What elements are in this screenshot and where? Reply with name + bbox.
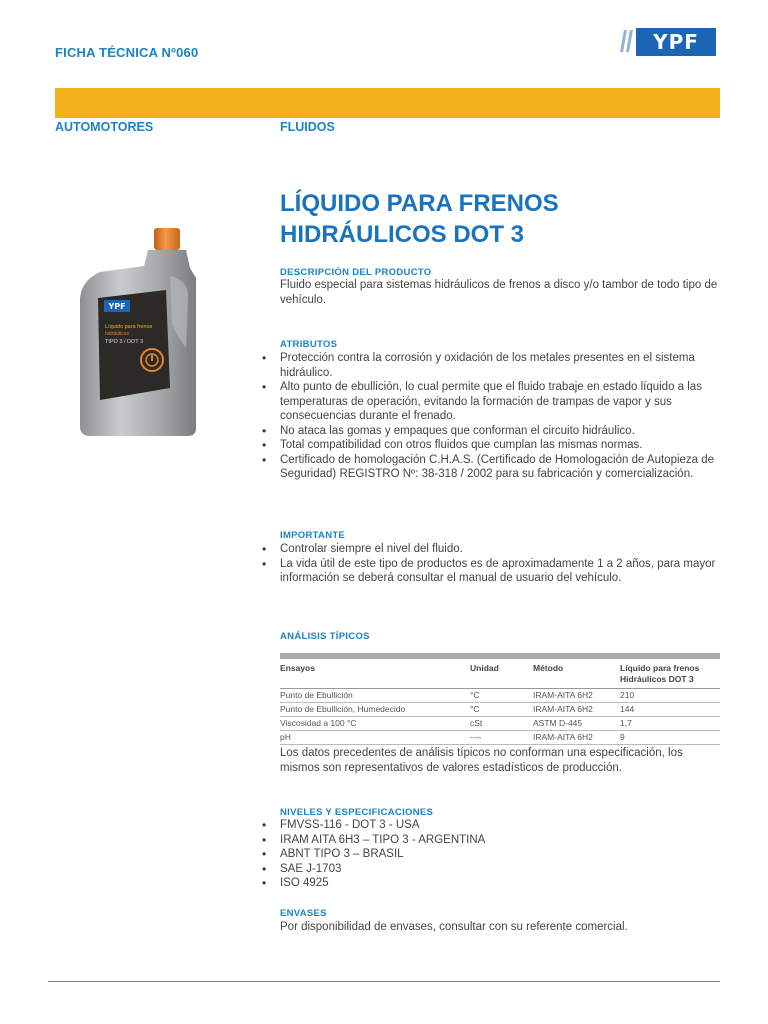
table-header-row <box>280 659 720 689</box>
table-cell: 144 <box>620 703 720 717</box>
table-cell: pH <box>280 731 470 745</box>
section-important <box>280 530 720 586</box>
section-description <box>280 267 720 307</box>
important-list <box>280 542 720 586</box>
product-title <box>280 188 720 250</box>
table-cell: 1,7 <box>620 717 720 731</box>
table-cell: 210 <box>620 689 720 703</box>
table-row <box>280 703 720 717</box>
list-item: • Certificado de homologación C.H.A.S. (Certificado de Homologación de Autopieza de Seguridad) REGISTRO Nº: 38-318 / 2002 para su fabricación y comercialización. <box>280 453 720 482</box>
column-header: Ensayos <box>280 663 315 673</box>
levels-heading: NIVELES Y ESPECIFICACIONES <box>280 807 434 818</box>
list-item: • SAE J-1703 <box>280 862 720 877</box>
logo-bars-icon <box>620 30 634 52</box>
attributes-heading: ATRIBUTOS <box>280 339 338 350</box>
bottle-label-line-2: hidráulicos <box>105 331 129 337</box>
sheet-number: FICHA TÉCNICA Nº060 <box>55 45 199 60</box>
list-item: • No ataca las gomas y empaques que conforman el circuito hidráulico. <box>280 424 720 439</box>
description-text: Fluido especial para sistemas hidráulicos de frenos a disco y/o tambor de todo tipo de vehículo. <box>280 279 718 306</box>
table-cell: Punto de Ebullición <box>280 689 470 703</box>
packaging-heading: ENVASES <box>280 908 327 919</box>
section-analysis <box>280 631 720 642</box>
table-cell: Punto de Ebullición, Humedecido <box>280 703 470 717</box>
analysis-table <box>280 653 720 745</box>
analysis-heading: ANÁLISIS TÍPICOS <box>280 631 370 642</box>
table-cell: Viscosidad a 100 °C <box>280 717 470 731</box>
section-attributes <box>280 339 720 482</box>
column-header: Método <box>533 663 564 673</box>
table-cell: °C <box>470 689 533 703</box>
list-item: • Protección contra la corrosión y oxidación de los metales presentes en el sistema hidráulico. <box>280 351 720 380</box>
packaging-text: Por disponibilidad de envases, consultar con su referente comercial. <box>280 921 628 933</box>
table-cell: ---- <box>470 731 533 745</box>
list-item: • ISO 4925 <box>280 876 720 891</box>
table-row <box>280 689 720 703</box>
table-cell: IRAM-AITA 6H2 <box>533 689 620 703</box>
list-item: • Controlar siempre el nivel del fluido. <box>280 542 720 557</box>
table-cell: IRAM-AITA 6H2 <box>533 703 620 717</box>
table-cell: ASTM D-445 <box>533 717 620 731</box>
list-item: • IRAM AITA 6H3 – TIPO 3 - ARGENTINA <box>280 833 720 848</box>
table-row <box>280 717 720 731</box>
table-cell: cSt <box>470 717 533 731</box>
header-band <box>55 88 720 118</box>
description-heading: DESCRIPCIÓN DEL PRODUCTO <box>280 267 432 278</box>
table-cell: IRAM-AITA 6H2 <box>533 731 620 745</box>
table-cell: 9 <box>620 731 720 745</box>
section-packaging <box>280 908 720 935</box>
product-bottle-image <box>78 228 198 438</box>
analysis-note: Los datos precedentes de análisis típicos no conforman una especificación, los mismos son representativos de valores estadísticos de producción. <box>280 747 683 774</box>
logo-wordmark: YPF <box>636 28 716 56</box>
table-row <box>280 731 720 745</box>
category-fluidos: FLUIDOS <box>280 120 335 134</box>
product-title-line-2: HIDRÁULICOS DOT 3 <box>280 221 525 248</box>
bottle-label-line-1: Líquido para frenos <box>105 324 153 330</box>
bottle-label-line-3: TIPO 3 / DOT 3 <box>105 339 144 345</box>
product-title-line-1: LÍQUIDO PARA FRENOS <box>280 190 559 217</box>
list-item: • Total compatibilidad con otros fluidos que cumplan las mismas normas. <box>280 438 720 453</box>
column-header: Líquido para frenos Hidráulicos DOT 3 <box>620 663 700 684</box>
section-levels <box>280 807 720 891</box>
category-automotores: AUTOMOTORES <box>55 120 154 134</box>
attributes-list <box>280 351 720 482</box>
levels-list <box>280 818 720 891</box>
list-item: • Alto punto de ebullición, lo cual permite que el fluido trabaje en estado líquido a las temperaturas de operación, evitando la formación de trampas de vapor y sus consecuencias durante el frenado. <box>280 380 720 424</box>
bottle-brand: YPF <box>108 302 126 311</box>
column-header: Unidad <box>470 663 499 673</box>
list-item: • La vida útil de este tipo de productos es de aproximadamente 1 a 2 años, para mayor información se deberá consultar el manual de usuario del vehículo. <box>280 557 720 586</box>
footer-divider <box>48 981 720 982</box>
table-cell: °C <box>470 703 533 717</box>
list-item: • FMVSS-116 - DOT 3 - USA <box>280 818 720 833</box>
list-item: • ABNT TIPO 3 – BRASIL <box>280 847 720 862</box>
ypf-logo <box>620 28 716 58</box>
important-heading: IMPORTANTE <box>280 530 346 541</box>
